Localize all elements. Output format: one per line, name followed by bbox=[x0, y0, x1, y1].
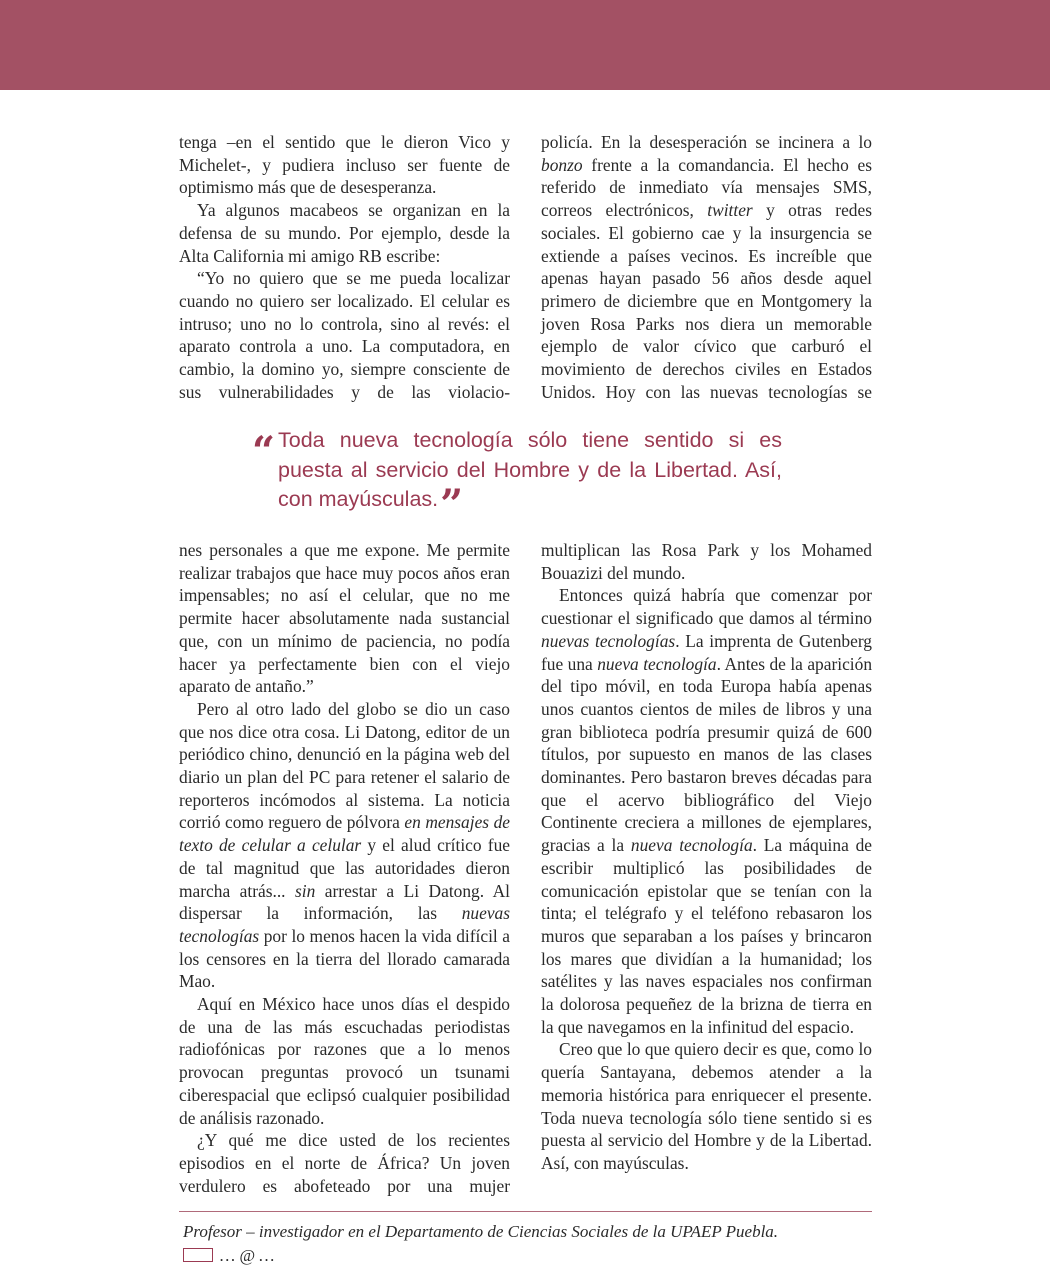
text-run: . La imprenta de Gutenberg fue una bbox=[541, 630, 873, 674]
paragraph: ¿Y qué me dice usted de los recientes episodios en el norte de África? Un joven verdulero es abofeteado por una mujer bbox=[179, 1130, 510, 1196]
footer-divider bbox=[179, 1211, 872, 1212]
text-run: frente a la comandancia. El hecho es referido de inmediato vía mensajes SMS, correos electrónicos, bbox=[541, 154, 872, 221]
author-email[interactable]: … @ … bbox=[220, 1246, 275, 1265]
text-run: y otras redes sociales. El gobierno cae y la insurgencia se extiende a países vecinos. Es increíble que apenas hayan pasado 56 años desde aquel primero de diciembre que en Montgomery la joven Rosa Parks nos diera un memorable ejemplo de valor cívico que carburó el movimiento de derechos civiles en Estados Unidos. Hoy con las nuevas tecnologías se bbox=[541, 200, 872, 402]
emphasis: twitter bbox=[707, 200, 753, 221]
emphasis: bonzo bbox=[541, 154, 583, 175]
column-bottom-left bbox=[179, 539, 510, 1197]
text-run: por lo menos hacen la vida difícil a los censores en la tierra del llorado camarada Mao. bbox=[179, 925, 510, 992]
close-quote-mark: ” bbox=[440, 481, 464, 528]
column-bottom-right bbox=[541, 539, 872, 1175]
paragraph: Creo que lo que quiero decir es que, como lo quería Santayana, debemos atender a la memoria histórica para enriquecer el presente. Toda nueva tecnología sólo tiene sentido si es puesta al servicio del Hombre y de la Libertad. Así, con mayúsculas. bbox=[541, 1039, 872, 1173]
emphasis: nuevas tecnologías bbox=[179, 903, 510, 946]
paragraph: multiplican las Rosa Park y los Mohamed Bouazizi del mundo. bbox=[541, 540, 872, 583]
author-note: Profesor – investigador en el Departamento de Ciencias Sociales de la UPAEP Puebla. bbox=[183, 1222, 779, 1241]
text-run: arrestar a Li Datong. Al dispersar la información, las bbox=[179, 880, 510, 924]
text-run: policía. En la desesperación se incinera a lo bbox=[541, 132, 872, 152]
header-band bbox=[0, 0, 1050, 90]
text-run: Pero al otro lado del globo se dio un caso que nos dice otra cosa. Li Datong, editor de un periódico chino, denunció en la página web del diario un plan del PC para retener el salario de reporteros incómodos al sistema. La noticia corrió como reguero de pólvora bbox=[179, 698, 510, 833]
pull-quote-text: Toda nueva tecnología sólo tiene sentido si es puesta al servicio del Hombre y de la Libertad. Así, con mayúsculas. bbox=[278, 428, 782, 511]
text-run: Entonces quizá habría que comenzar por cuestionar el significado que damos al término bbox=[541, 585, 872, 629]
paragraph: tenga –en el sentido que le dieron Vico y Michelet-, y pudiera incluso ser fuente de optimismo más que de desesperanza. bbox=[179, 132, 510, 198]
emphasis: sin bbox=[295, 880, 316, 901]
paragraph: Aquí en México hace unos días el despido de una de las más escuchadas periodistas radiofónicas por razones que a lo menos provocan preguntas provocó un tsunami ciberespacial que eclipsó cualquier posibilidad de análisis razonado. bbox=[179, 994, 510, 1128]
text-run: y el alud crítico fue de tal magnitud que las autoridades dieron marcha atrás... bbox=[179, 835, 510, 901]
text-run: . La máquina de escribir multiplicó las posibilidades de comunicación epistolar que se tenían con la tinta; el telégrafo y el teléfono rebasaron los muros que separaban a los países y brincaron los mares que dividían a la humanidad; los satélites y las naves espaciales nos confirman la dolorosa pequeñez de la brizna de tierra en la que navegamos en la infinitud del espacio. bbox=[541, 835, 873, 1037]
text-run: . Antes de la aparición del tipo móvil, en toda Europa había apenas unos cuantos cientos de miles de libros y una gran biblioteca podría presumir quizá de 600 títulos, por supuesto en manos de las clases dominantes. Pero bastaron breves décadas para que el acervo bibliográfico del Viejo Continente creciera a millones de ejemplares, gracias a la bbox=[541, 653, 873, 856]
emphasis: nueva tecnología bbox=[597, 653, 717, 674]
paragraph bbox=[541, 131, 872, 403]
paragraph bbox=[541, 584, 872, 1038]
pull-quote: “ Toda nueva tecnología sólo tiene sentido si es puesta al servicio del Hombre y de la Libertad. Así, con mayúsculas.” bbox=[252, 428, 782, 528]
paragraph: nes personales a que me expone. Me permite realizar trabajos que hace muy pocos años eran impensables; no así el celular, que no me permite hacer absolutamente nada sustancial que, con un mínimo de paciencia, no podía hacer ya perfectamente bien con el viejo aparato de antaño.” bbox=[179, 540, 510, 697]
column-top-left bbox=[179, 131, 510, 403]
emphasis: en mensajes de texto de celular a celular bbox=[179, 812, 511, 856]
column-top-right bbox=[541, 131, 872, 403]
mail-icon bbox=[183, 1248, 213, 1262]
paragraph bbox=[179, 698, 510, 993]
emphasis: nueva tecnología bbox=[630, 835, 753, 856]
paragraph: Ya algunos macabeos se organizan en la defensa de su mundo. Por ejemplo, desde la Alta California mi amigo RB escribe: bbox=[179, 200, 510, 266]
paragraph: “Yo no quiero que se me pueda localizar cuando no quiero ser localizado. El celular es intruso; uno no lo controla, sino al revés: el aparato controla a uno. La computadora, en cambio, la domino yo, siempre consciente de sus vulnerabilidades y de las violacio- bbox=[179, 268, 510, 402]
emphasis: nuevas tecnologías bbox=[541, 630, 676, 651]
